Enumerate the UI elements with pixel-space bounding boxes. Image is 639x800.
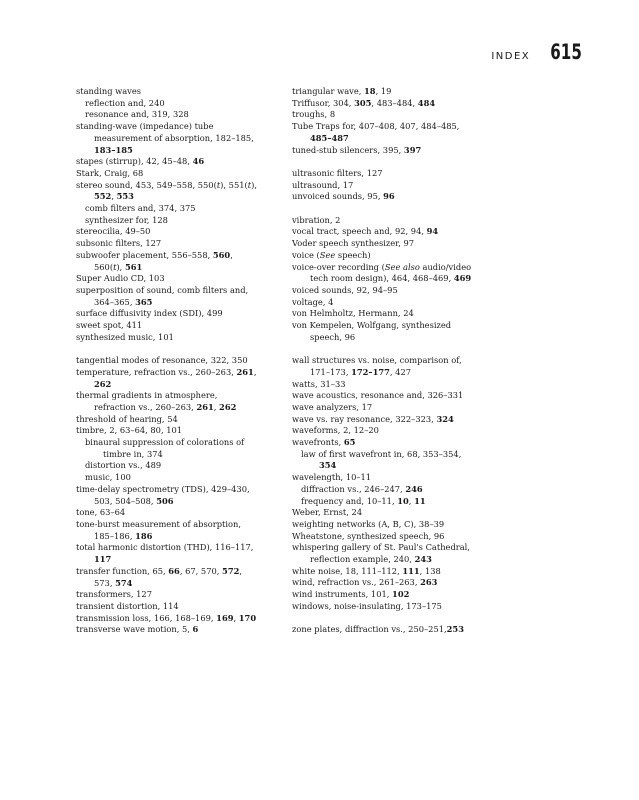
index-entry: transient distortion, 114 — [76, 600, 179, 611]
index-entry: voltage, 4 — [292, 296, 334, 307]
index-entry: vocal tract, speech and, 92, 94, 94 — [292, 226, 439, 237]
index-entry: unvoiced sounds, 95, 96 — [292, 191, 395, 202]
index-entry-continuation: 503, 504–508, 506 — [94, 495, 174, 506]
index-column-left — [76, 86, 288, 648]
index-entry: threshold of hearing, 54 — [76, 413, 178, 424]
index-letter-group — [292, 215, 512, 344]
index-entry: wavelength, 10–11 — [292, 472, 372, 483]
index-entry-continuation: 364–365, 365 — [94, 296, 153, 307]
index-entry: vibration, 2 — [292, 214, 341, 225]
index-entry: watts, 31–33 — [292, 378, 346, 389]
index-entry: voiced sounds, 92, 94–95 — [292, 284, 398, 295]
index-entry: wind instruments, 101, 102 — [292, 589, 410, 600]
index-entry: whispering gallery of St. Paul's Cathedral, — [292, 542, 470, 553]
index-entry: Super Audio CD, 103 — [76, 273, 165, 284]
index-letter-group — [76, 355, 288, 636]
index-entry: waveforms, 2, 12–20 — [292, 425, 379, 436]
index-entry: tuned-stub silencers, 395, 397 — [292, 144, 422, 155]
index-entry-continuation: 171–173, 172–177, 427 — [310, 366, 412, 377]
index-entry-continuation: measurement of absorption, 182–185, — [94, 132, 254, 143]
index-entry: tangential modes of resonance, 322, 350 — [76, 355, 248, 366]
index-letter-group — [292, 355, 512, 612]
index-entry: ultrasonic filters, 127 — [292, 167, 383, 178]
index-entry: voice (See speech) — [292, 249, 371, 260]
index-entry: wave acoustics, resonance and, 326–331 — [292, 390, 464, 401]
index-entry: superposition of sound, comb filters and, — [76, 284, 249, 295]
running-head: INDEX — [491, 51, 531, 62]
index-entry: von Helmholtz, Hermann, 24 — [292, 308, 414, 319]
index-entry-continuation: 354 — [319, 460, 337, 471]
index-entry: tone-burst measurement of absorption, — [76, 519, 241, 529]
index-entry: total harmonic distortion (THD), 116–117, — [76, 542, 254, 553]
index-entry-continuation: 485–487 — [310, 132, 349, 143]
index-entry: Triffusor, 304, 305, 483–484, 484 — [292, 97, 436, 108]
index-subentry: diffraction vs., 246–247, 246 — [301, 483, 423, 494]
index-entry: transfer function, 65, 66, 67, 570, 572, — [76, 565, 243, 576]
index-entry: wave analyzers, 17 — [292, 401, 373, 412]
index-entry: wall structures vs. noise, comparison of, — [292, 355, 462, 366]
index-entry: standing waves — [76, 86, 142, 96]
index-entry: white noise, 18, 111–112, 111, 138 — [292, 565, 441, 576]
index-entry: weighting networks (A, B, C), 38–39 — [292, 518, 445, 529]
index-entry-continuation: 185–186, 186 — [94, 530, 153, 541]
index-entry-continuation: refraction vs., 260–263, 261, 262 — [94, 401, 237, 412]
index-entry: von Kempelen, Wolfgang, synthesized — [292, 320, 452, 331]
index-entry: voice-over recording (See also audio/video — [292, 261, 472, 272]
index-entry-continuation: 552, 553 — [94, 191, 134, 202]
index-entry: wave vs. ray resonance, 322–323, 324 — [292, 413, 454, 424]
index-entry: temperature, refraction vs., 260–263, 261, — [76, 366, 257, 377]
index-entry: Wheatstone, synthesized speech, 96 — [292, 530, 445, 541]
index-column-right — [292, 86, 512, 648]
index-entry: transverse wave motion, 5, 6 — [76, 624, 199, 635]
index-entry-continuation: 560(t), 561 — [94, 261, 143, 272]
index-entry-continuation: 183–185 — [94, 144, 133, 155]
index-entry: troughs, 8 — [292, 109, 336, 120]
index-entry: timbre, 2, 63–64, 80, 101 — [76, 425, 183, 436]
index-entry: triangular wave, 18, 19 — [292, 86, 392, 96]
index-entry: time-delay spectrometry (TDS), 429–430, — [76, 483, 250, 494]
index-entry: Weber, Ernst, 24 — [292, 507, 363, 518]
index-entry: thermal gradients in atmosphere, — [76, 390, 218, 401]
index-entry: Tube Traps for, 407–408, 407, 484–485, — [292, 121, 460, 132]
index-entry: subwoofer placement, 556–558, 560, — [76, 249, 233, 260]
index-entry: surface diffusivity index (SDI), 499 — [76, 308, 223, 319]
index-subentry: synthesizer for, 128 — [85, 214, 168, 225]
index-entry-continuation: 117 — [94, 554, 112, 565]
index-subentry: reflection and, 240 — [85, 97, 165, 108]
page-number: 615 — [550, 40, 582, 64]
index-entry: transmission loss, 166, 168–169, 169, 170 — [76, 612, 257, 623]
index-entry-continuation: timbre in, 374 — [103, 448, 163, 459]
index-subentry: frequency and, 10–11, 10, 11 — [301, 495, 426, 506]
index-entry: Stark, Craig, 68 — [76, 167, 144, 178]
index-entry-continuation: tech room design), 464, 468–469, 469 — [310, 273, 472, 284]
index-entry-continuation: reflection example, 240, 243 — [310, 554, 432, 565]
index-subentry: music, 100 — [85, 472, 131, 483]
index-letter-group — [76, 86, 288, 343]
index-entry: zone plates, diffraction vs., 250–251,253 — [292, 624, 464, 635]
index-entry: stereo sound, 453, 549–558, 550(t), 551(t), — [76, 179, 257, 190]
index-entry: sweet spot, 411 — [76, 320, 143, 331]
index-subentry: comb filters and, 374, 375 — [85, 203, 196, 214]
index-entry: standing-wave (impedance) tube — [76, 121, 214, 132]
index-letter-group — [292, 86, 512, 156]
index-letter-group — [292, 624, 512, 636]
index-subentry: binaural suppression of colorations of — [85, 437, 245, 448]
page-header — [491, 42, 582, 63]
index-entry: ultrasound, 17 — [292, 179, 354, 190]
index-subentry: resonance and, 319, 328 — [85, 109, 189, 120]
index-entry-continuation: speech, 96 — [310, 331, 356, 342]
index-entry: Voder speech synthesizer, 97 — [292, 238, 415, 249]
index-entry-continuation: 573, 574 — [94, 577, 133, 588]
index-entry: stereocilia, 49–50 — [76, 226, 151, 237]
index-entry: synthesized music, 101 — [76, 331, 174, 342]
index-entry: wind, refraction vs., 261–263, 263 — [292, 577, 438, 588]
index-letter-group — [292, 168, 512, 203]
index-entry: windows, noise-insulating, 173–175 — [292, 600, 442, 611]
index-entry: tone, 63–64 — [76, 507, 126, 518]
index-entry: subsonic filters, 127 — [76, 238, 162, 249]
index-subentry: law of first wavefront in, 68, 353–354, — [301, 448, 462, 459]
index-entry: stapes (stirrup), 42, 45–48, 46 — [76, 156, 205, 167]
index-entry: wavefronts, 65 — [292, 437, 356, 448]
index-entry-continuation: 262 — [94, 378, 112, 389]
index-entry: transformers, 127 — [76, 589, 152, 600]
index-subentry: distortion vs., 489 — [85, 460, 162, 471]
